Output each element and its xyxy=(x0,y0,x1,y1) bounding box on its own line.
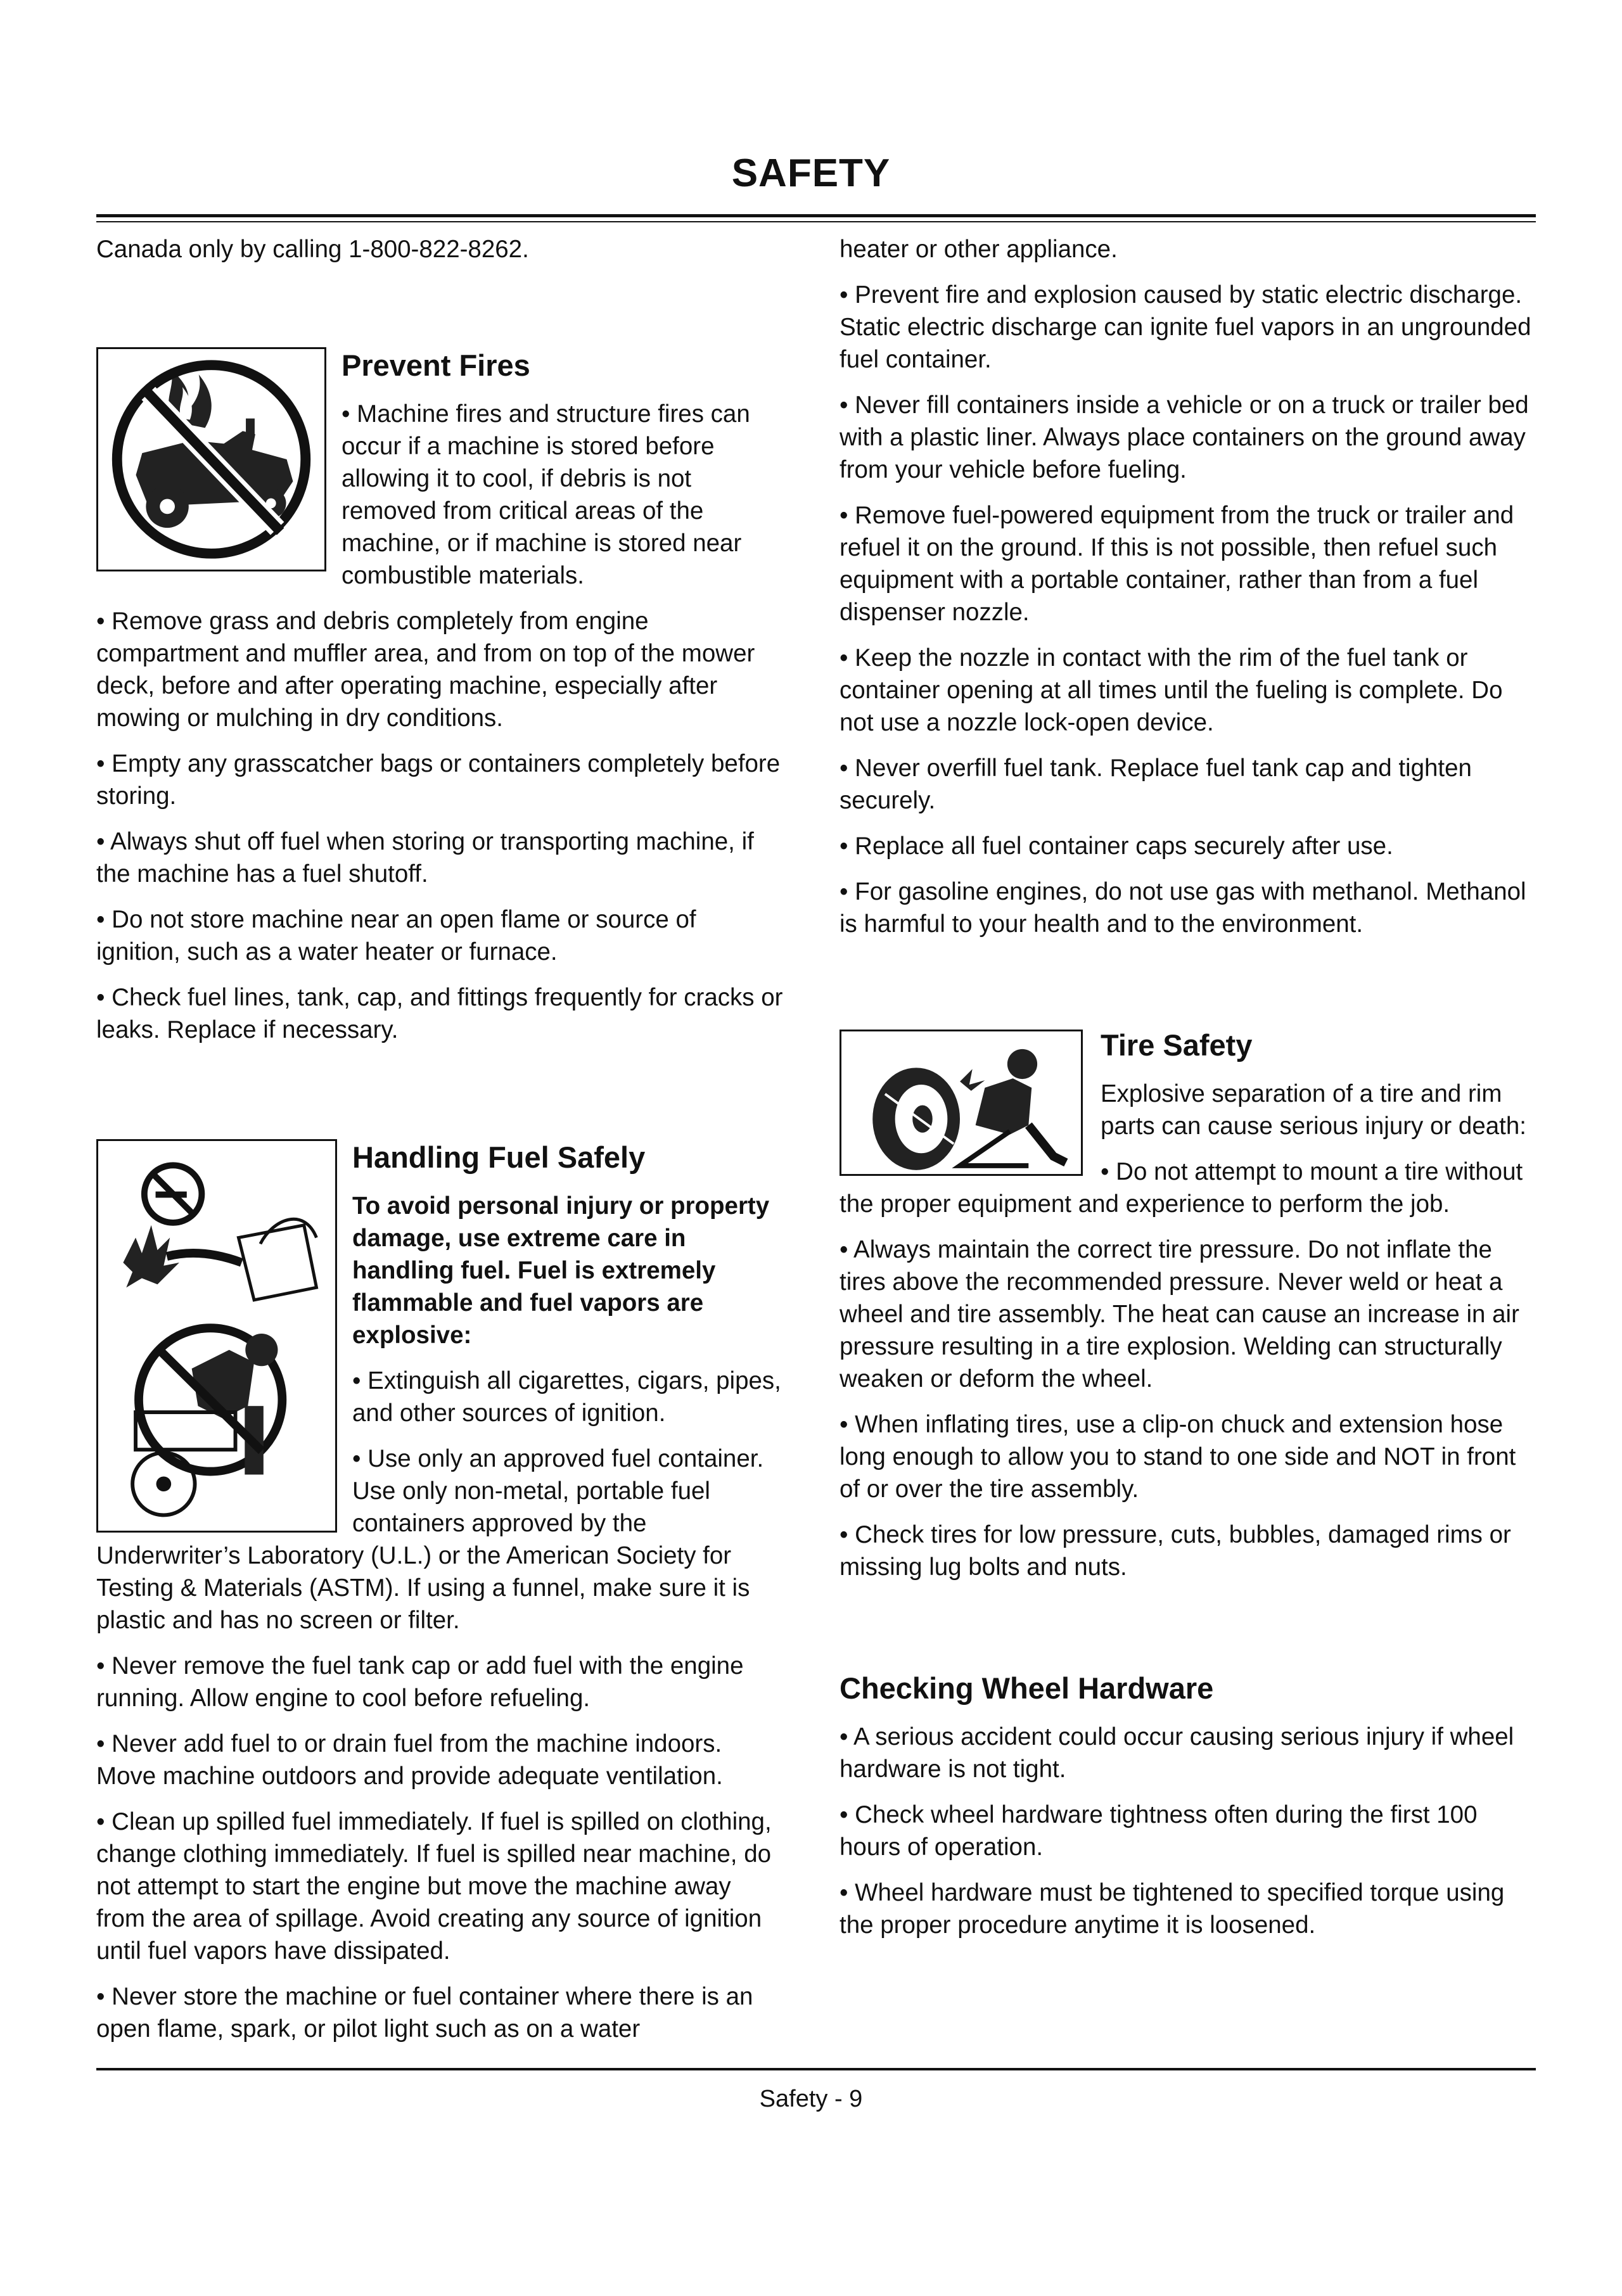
wheel-hardware-section xyxy=(840,1670,1536,1941)
spacer xyxy=(840,953,1536,1027)
paragraph: • Always maintain the correct tire pressure. Do not inflate the tires above the recommended pressure. Never weld or heat a wheel and tire assembly. The heat can cause an increase in air pressure resulting in a tire explosion. Welding can structurally weaken or deform the wheel. xyxy=(840,1236,1519,1393)
tire-inflation-illustration xyxy=(840,1030,1083,1176)
paragraph: • Do not store machine near an open flame or source of ignition, such as a water heater or furnace. xyxy=(96,906,696,966)
no-fire-mower-icon xyxy=(98,349,324,570)
paragraph: • Never overfill fuel tank. Replace fuel tank cap and tighten securely. xyxy=(840,755,1472,814)
paragraph: • Wheel hardware must be tightened to specified torque using the proper procedure anytime it is loosened. xyxy=(840,1879,1505,1939)
paragraph: • Never store the machine or fuel container where there is an open flame, spark, or pilot light such as on a water xyxy=(96,1983,753,2043)
tire-safety-heading: Tire Safety xyxy=(1101,1028,1253,1062)
paragraph: • Use only an approved fuel container. Use only non-metal, portable fuel containers approved by the Underwriter’s Laboratory (U.L.) or the American Society for Testing & Materials (ASTM). If using a funnel, make sure it is plastic and has no screen or filter. xyxy=(96,1445,764,1634)
no-smoking-fueling-illustration xyxy=(96,1139,337,1533)
paragraph: • Remove fuel-powered equipment from the truck or trailer and refuel it on the ground. If this is not possible, then refuel such equipment with a portable container, rather than from a fuel dispenser nozzle. xyxy=(840,502,1514,626)
tire-inflation-icon xyxy=(841,1031,1081,1174)
paragraph: • Replace all fuel container caps securely after use. xyxy=(840,832,1393,860)
left-column xyxy=(96,233,786,2058)
no-fire-mower-illustration xyxy=(96,347,326,571)
paragraph: • A serious accident could occur causing serious injury if wheel hardware is not tight. xyxy=(840,1723,1514,1783)
paragraph: heater or other appliance. xyxy=(840,236,1118,263)
handling-fuel-heading: Handling Fuel Safely xyxy=(352,1140,646,1174)
spacer xyxy=(96,279,786,347)
paragraph: • Check wheel hardware tightness often during the first 100 hours of operation. xyxy=(840,1801,1478,1861)
page-title: SAFETY xyxy=(731,151,891,195)
paragraph: Explosive separation of a tire and rim parts can cause serious injury or death: xyxy=(1101,1080,1526,1140)
right-column xyxy=(840,233,1536,1955)
paragraph: • Keep the nozzle in contact with the rim of the fuel tank or container opening at all times until the fueling is complete. Do not use a nozzle lock-open device. xyxy=(840,644,1503,736)
spacer xyxy=(840,1597,1536,1670)
paragraph: • Never fill containers inside a vehicle or on a truck or trailer bed with a plastic liner. Always place containers on the ground away from your vehicle before fueling. xyxy=(840,392,1529,483)
paragraph: • Never add fuel to or drain fuel from the machine indoors. Move machine outdoors and provide adequate ventilation. xyxy=(96,1730,723,1790)
footer-rule xyxy=(96,2068,1536,2070)
spacer xyxy=(96,1059,786,1139)
paragraph: • Check fuel lines, tank, cap, and fittings frequently for cracks or leaks. Replace if necessary. xyxy=(96,984,783,1043)
prevent-fires-heading: Prevent Fires xyxy=(342,348,530,382)
header-rule xyxy=(96,214,1536,217)
paragraph: • Check tires for low pressure, cuts, bubbles, damaged rims or missing lug bolts and nuts. xyxy=(840,1521,1511,1581)
paragraph: • Prevent fire and explosion caused by static electric discharge. Static electric discharge can ignite fuel vapors in an ungrounded fuel container. xyxy=(840,281,1531,373)
intro-text: Canada only by calling 1-800-822-8262. xyxy=(96,236,529,263)
paragraph: • Extinguish all cigarettes, cigars, pipes, and other sources of ignition. xyxy=(352,1367,781,1427)
header-rule-thin xyxy=(96,221,1536,222)
paragraph: • Machine fires and structure fires can occur if a machine is stored before allowing it to cool, if debris is not removed from critical areas of the machine, or if machine is stored near combustible materials. xyxy=(342,400,750,589)
paragraph: • Clean up spilled fuel immediately. If fuel is spilled on clothing, change clothing immediately. If fuel is spilled near machine, do not attempt to start the engine but move the machine away from the area of spillage. Avoid creating any source of ignition until fuel vapors have dissipated. xyxy=(96,1808,772,1965)
paragraph: • Empty any grasscatcher bags or containers completely before storing. xyxy=(96,750,781,810)
fuel-warning: To avoid personal injury or property damage, use extreme care in handling fuel. Fuel is extremely flammable and fuel vapors are explosive: xyxy=(352,1192,770,1349)
wheel-hardware-heading: Checking Wheel Hardware xyxy=(840,1671,1214,1705)
handling-fuel-section xyxy=(96,1139,786,2045)
paragraph: • Do not attempt to mount a tire without the proper equipment and experience to perform the job. xyxy=(840,1158,1523,1218)
paragraph: • Remove grass and debris completely from engine compartment and muffler area, and from on top of the mower deck, before and after operating machine, especially after mowing or mulching in dry conditions. xyxy=(96,608,755,732)
paragraph: • Always shut off fuel when storing or transporting machine, if the machine has a fuel shutoff. xyxy=(96,828,754,888)
prevent-fires-section xyxy=(96,347,786,1046)
page-number: Safety - 9 xyxy=(759,2086,863,2112)
no-smoking-fueling-icon xyxy=(98,1141,335,1531)
paragraph: • For gasoline engines, do not use gas with methanol. Methanol is harmful to your health and to the environment. xyxy=(840,878,1526,938)
tire-safety-section xyxy=(840,1027,1536,1583)
paragraph: • When inflating tires, use a clip-on chuck and extension hose long enough to allow you to stand to one side and NOT in front of or over the tire assembly. xyxy=(840,1411,1516,1503)
paragraph: • Never remove the fuel tank cap or add fuel with the engine running. Allow engine to cool before refueling. xyxy=(96,1652,744,1712)
